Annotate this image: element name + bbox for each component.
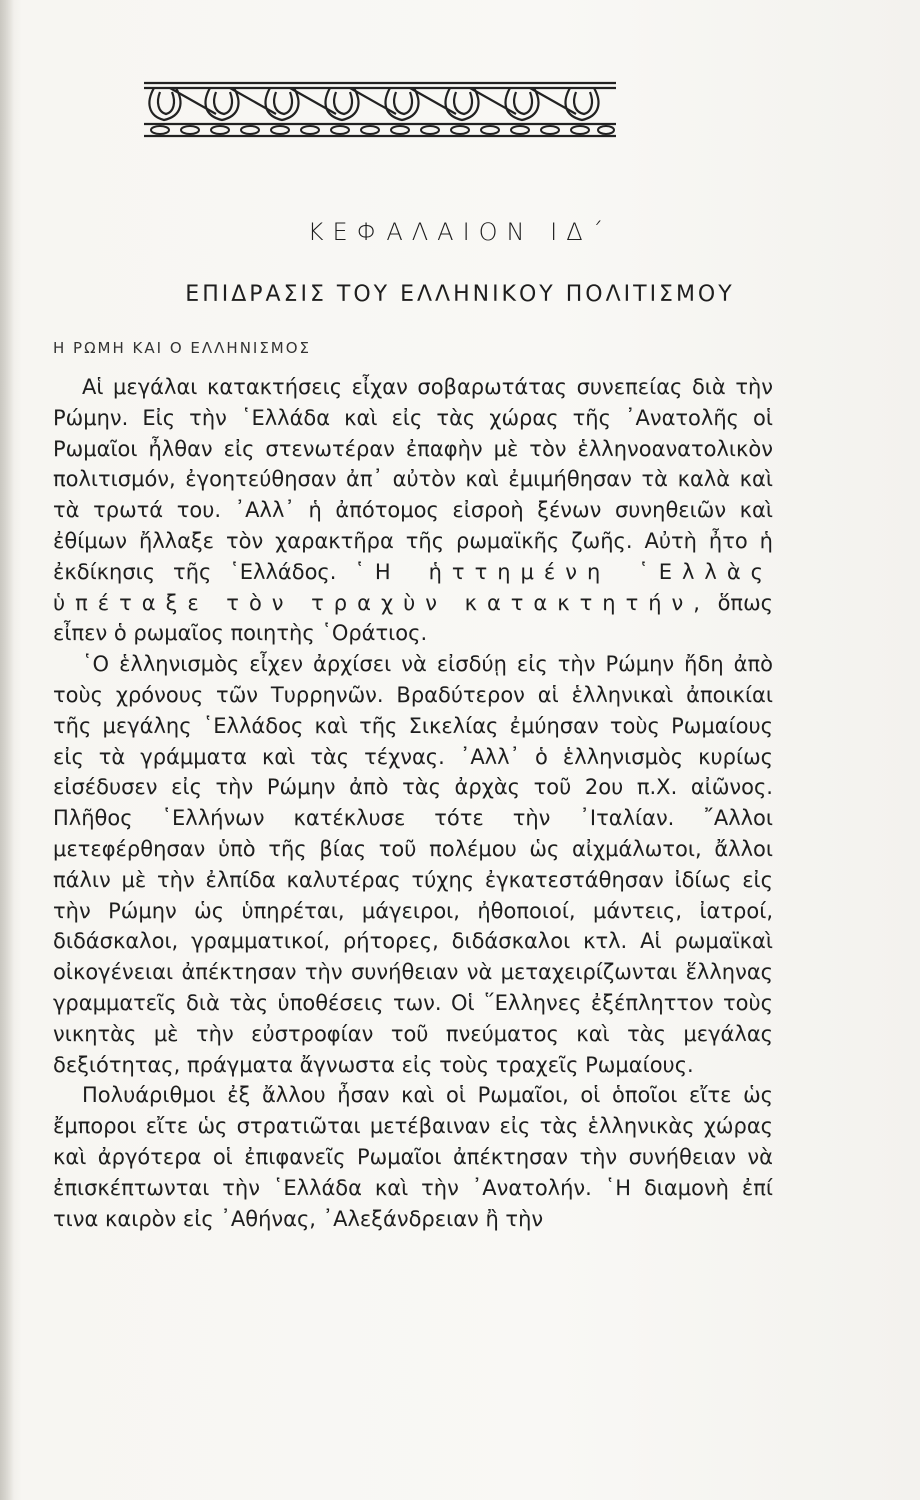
chapter-heading: ΚΕΦΑΛΑΙΟΝ ΙΔ΄ [307,218,613,246]
body-text [53,372,773,1234]
decorative-header-ornament [140,80,620,140]
paragraph-1-text: Αἱ μεγάλαι κατακτήσεις εἶχαν σοβαρωτάτας συνεπείας διὰ τὴν Ρώμην. Εἰς τὴν ῾Ελλάδα καὶ εἰς τὰς χώρας τῆς ᾿Ανατολῆς οἱ Ρωμαῖοι ἦλθαν εἰς στενωτέραν ἐπαφὴν μὲ τὸν ἑλληνοανατολικὸν πολιτισμόν, ἐγοητεύθησαν ἀπ᾿ αὐτὸν καὶ ἐμιμήθησαν τὰ καλὰ καὶ τὰ τρωτά του. ᾿Αλλ᾿ ἡ ἀπότομος εἰσροὴ ξένων συνηθειῶν καὶ ἐθίμων ἤλλαξε τὸν χαρακτῆρα τῆς ρωμαϊκῆς ζωῆς. Αὐτὴ ἦτο ἡ ἐκδίκησις τῆς ῾Ελλάδος. [53,375,773,584]
section-subheading: Η ΡΩΜΗ ΚΑΙ Ο ΕΛΛΗΝΙΣΜΟΣ [53,339,312,357]
paragraph-2: ῾Ο ἑλληνισμὸς εἶχεν ἀρχίσει νὰ εἰσδύῃ εἰς τὴν Ρώμην ἤδη ἀπὸ τοὺς χρόνους τῶν Τυρρηνῶν. Βραδύτερον αἱ ἑλληνικαὶ ἀποικίαι τῆς μεγάλης ῾Ελλάδος καὶ τῆς Σικελίας ἐμύησαν τοὺς Ρωμαίους εἰς τὰ γράμματα καὶ τὰς τέχνας. ᾿Αλλ᾿ ὁ ἑλληνισμὸς κυρίως εἰσέδυσεν εἰς τὴν Ρώμην ἀπὸ τὰς ἀρχὰς τοῦ 2ου π.Χ. αἰῶνος. Πλῆθος ῾Ελλήνων κατέκλυσε τότε τὴν ᾿Ιταλίαν. ῎Αλλοι μετεφέρθησαν ὑπὸ τῆς βίας τοῦ πολέμου ὡς αἰχμάλωτοι, ἄλλοι πάλιν μὲ τὴν ἐλπίδα καλυτέρας τύχης ἐγκατεστάθησαν ἰδίως εἰς τὴν Ρώμην ὡς ὑπηρέται, μάγειροι, ἠθοποιοί, μάντεις, ἰατροί, διδάσκαλοι, γραμματικοί, ρήτορες, διδάσκαλοι κτλ. Αἱ ρωμαϊκαὶ οἰκογένειαι ἀπέκτησαν τὴν συνήθειαν νὰ μεταχειρίζωνται ἕλληνας γραμματεῖς διὰ τὰς ὑποθέσεις των. Οἱ ῞Ελληνες ἐξέπληττον τοὺς νικητὰς μὲ τὴν εὐστροφίαν τοῦ πνεύματος καὶ τὰς μεγάλας δεξιότητας, πράγματα ἄγνωστα εἰς τοὺς τραχεῖς Ρωμαίους. [53,652,773,1077]
chapter-title: ΕΠΙΔΡΑΣΙΣ ΤΟΥ ΕΛΛΗΝΙΚΟΥ ΠΟΛΙΤΙΣΜΟΥ [185,282,735,307]
paragraph-1-end: ὅπως εἶπεν ὁ ρωμαῖος ποιητὴς ῾Οράτιος. [53,590,773,646]
horace-quote: ῾Η ἡττημένη ῾Ελλὰς ὑπέταξε τὸν τραχὺν κατακτητήν, [53,559,774,615]
paragraph-3: Πολυάριθμοι ἐξ ἄλλου ἦσαν καὶ οἱ Ρωμαῖοι, οἱ ὁποῖοι εἴτε ὡς ἔμποροι εἴτε ὡς στρατιῶται μετέβαιναν εἰς τὰς ἑλληνικὰς χώρας καὶ ἀργότερα οἱ ἐπιφανεῖς Ρωμαῖοι ἀπέκτησαν τὴν συνήθειαν νὰ ἐπισκέπτωνται τὴν ῾Ελλάδα καὶ τὴν ᾿Ανατολήν. ῾Η διαμονὴ ἐπί τινα καιρὸν εἰς ᾿Αθήνας, ᾿Αλεξάνδρειαν ἢ τὴν [53,1083,773,1231]
paragraph-1 [53,372,773,649]
